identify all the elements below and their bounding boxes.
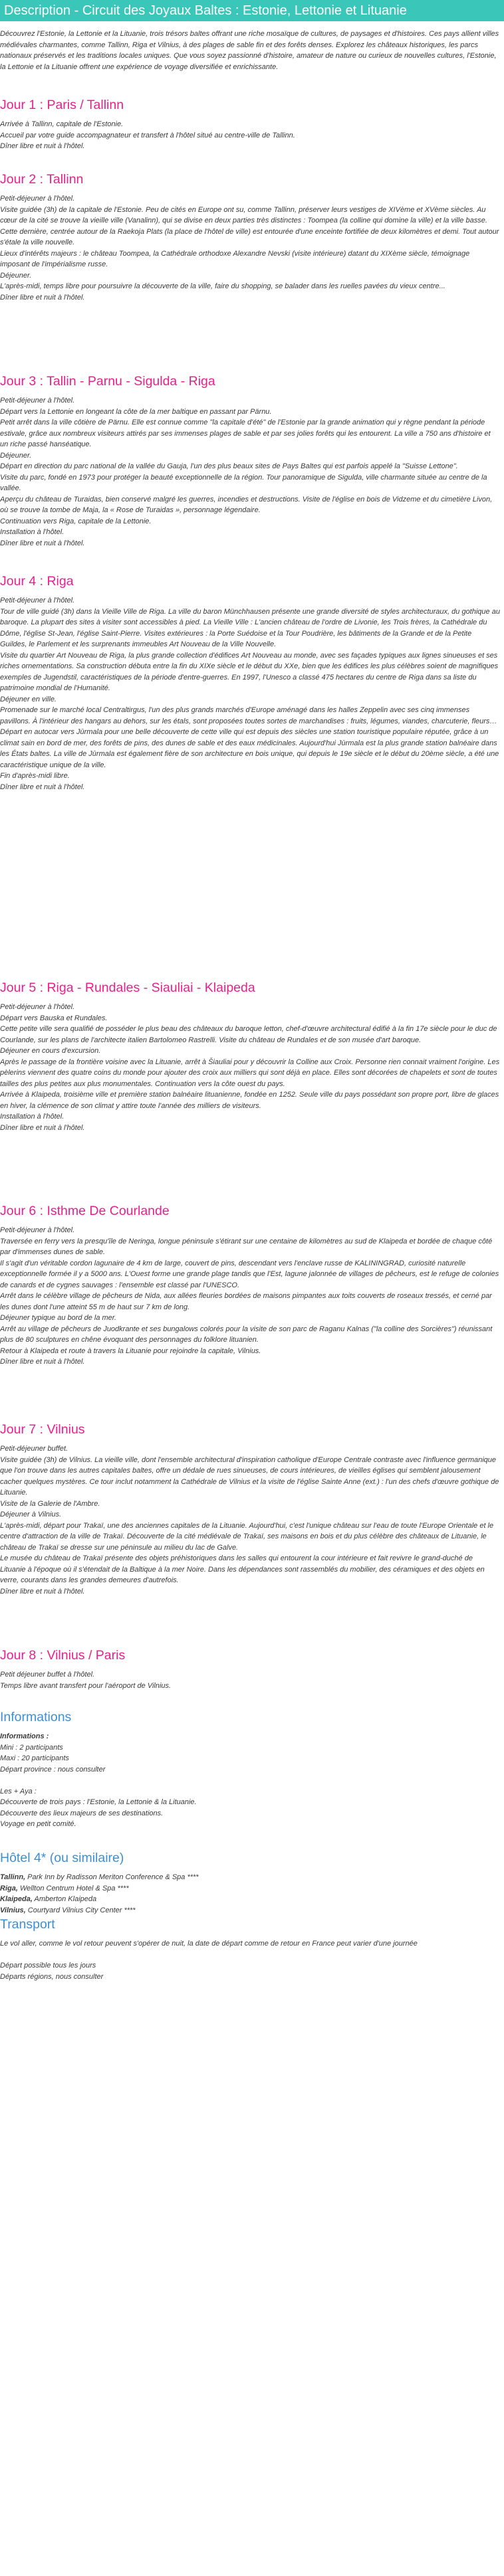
day-line: Petit-déjeuner à l'hôtel. — [0, 1003, 75, 1011]
transport-text: Le vol aller, comme le vol retour peuvent s'opérer de nuit, la date de départ comme de retour en France peut varier d'une journée — [0, 1940, 418, 1948]
informations-heading: Informations — [0, 1710, 72, 1724]
day-3-section — [0, 373, 500, 549]
day-line: Petit arrêt dans la ville côtière de Pärnu. Elle est connue comme "la capitale d'été" de l'Estonie par la grande animation qui y règne pendant la période estivale, grâce aux nombreux visiteurs attirés par ses immenses plages de sable et par ses jolies forêts qui les entourent. La ville a 750 ans d'histoire et un riche passé hanséatique. — [0, 418, 491, 448]
day-line: Départ vers Bauska et Rundales. — [0, 1014, 108, 1022]
day-heading: Jour 1 : Paris / Tallinn — [0, 98, 124, 112]
hotel-line: Riga, Wellton Centrum Hotel & Spa **** — [0, 1884, 129, 1892]
day-7-section — [0, 1422, 500, 1597]
intro-text: Découvrez l'Estonie, la Lettonie et la Lituanie, trois trésors baltes offrant une riche mosaïque de cultures, de paysages et d'histoires. Ces pays allient villes médiévales charmantes, comme Tallinn, Riga et Vilnius, à des plages de sable fin et des forêts denses. Explorez les châteaux historiques, les parcs nationaux préservés et les traditions locales uniques. Que vous soyez passionné d'histoire, amateur de nature ou curieux de nouvelles cultures, l'Estonie, la Lettonie et la Lituanie offrent une expérience de voyage diversifiée et enrichissante. — [0, 30, 499, 71]
day-heading: Jour 8 : Vilnius / Paris — [0, 1648, 126, 1663]
transport-section — [0, 1916, 500, 1982]
day-line: Arrivée à Tallinn, capitale de l'Estonie. — [0, 120, 124, 128]
day-heading: Jour 6 : Isthme De Courlande — [0, 1204, 170, 1218]
day-line: Petit-déjeuner buffet. — [0, 1445, 68, 1453]
day-line: Dîner libre et nuit à l'hôtel. — [0, 1123, 85, 1132]
plus-line: Découverte des lieux majeurs de ses destinations. — [0, 1809, 164, 1817]
day-line: Petit-déjeuner à l'hôtel. — [0, 195, 75, 203]
day-line: Aperçu du château de Turaidas, bien conservé malgré les guerres, incendies et destructions. Visite de l'église en bois de Vidzeme et du cimetière Livon, où se trouve la tombe de Maja, la « Rose de Turaidas », personnage légendaire. — [0, 495, 493, 514]
day-line: Accueil par votre guide accompagnateur et transfert à l'hôtel situé au centre-ville de Tallinn. — [0, 131, 295, 139]
transport-line: Départs régions, nous consulter — [0, 1972, 104, 1981]
day-line: Arrivée à Klaipeda, troisième ville et première station balnéaire lituanienne, fondée en 1252. Seule ville du pays possédant son propre port, libre de glaces en hiver, la clémence de son climat y attire toute l'année des milliers de visiteurs. — [0, 1091, 499, 1110]
day-heading: Jour 3 : Tallin - Parnu - Sigulda - Riga — [0, 374, 215, 389]
day-heading: Jour 2 : Tallinn — [0, 172, 84, 187]
day-line: Retour à Klaipeda et route à travers la Lituanie pour rejoindre la capitale, Vilnius. — [0, 1346, 261, 1355]
day-line: L'après-midi, départ pour Trakaï, une des anciennes capitales de la Lituanie. Aujourd'hui, c'est l'unique château sur l'eau de toute l'Europe Orientale et le centre d'attraction de la ville de Trakaï. Découverte de la cité médiévale de Trakaï, ses maisons en bois et du plus célèbre des châteaux de Lituanie, le château de Trakaï se dresse sur une péninsule au milieu du lac de Galve. — [0, 1521, 494, 1552]
day-line: Départ en direction du parc national de la vallée du Gauja, l'un des plus beaux sites de Pays Baltes qui est parfois appelé la "Suisse Lettone". — [0, 462, 458, 470]
plus-label: Les + Aya : — [0, 1787, 37, 1795]
day-line: Temps libre avant transfert pour l'aéroport de Vilnius. — [0, 1681, 172, 1690]
hotels-section — [0, 1850, 500, 1916]
day-line: Visite du quartier Art Nouveau de Riga, la plus grande collection d'édifices Art Nouveau au monde, avec ses façades typiques aux lignes sinueuses et ses riches ornementations. Sa construction débuta entre la fin du XIXe siècle et le début du XXe, bien que les édifices les plus célèbres soient de magnifiques exemples de Jugendstil, caractéristiques de la période d'entre-guerres. En 1997, l'Unesco a classé 475 hectares du centre de Riga dans sa liste du patrimoine mondial de l'Humanité. — [0, 651, 499, 692]
day-8-section — [0, 1647, 500, 1691]
day-line: Installation à l'hôtel. — [0, 1113, 64, 1121]
intro-section — [0, 29, 500, 72]
title-bar — [0, 0, 504, 21]
day-line: Fin d'après-midi libre. — [0, 772, 70, 780]
day-6-section — [0, 1203, 500, 1368]
day-line: Après le passage de la frontière voisine avec la Lituanie, arrêt à Šiauliai pour y découvrir la Colline aux Croix. Personne rien connait vraiment l'origine. Les pèlerins viennent des quatre coins du monde pour ajouter des croix aux milliers qui sont déjà en place. Elles sont décorées de chapelets et sont de toutes tailles des plus petites aux plus monumentales. Continuation vers la côte ouest du pays. — [0, 1058, 500, 1088]
day-line: Déjeuner. — [0, 271, 32, 280]
day-line: Petit-déjeuner à l'hôtel. — [0, 1226, 75, 1234]
day-line: Déjeuner typique au bord de la mer. — [0, 1314, 117, 1322]
day-line: Déjeuner en ville. — [0, 695, 57, 703]
day-line: Petit-déjeuner à l'hôtel. — [0, 397, 75, 405]
day-line: Déjeuner en cours d'excursion. — [0, 1047, 101, 1055]
participants-line: Maxi : 20 participants — [0, 1754, 69, 1762]
day-line: Départ vers la Lettonie en longeant la côte de la mer baltique en passant par Pärnu. — [0, 407, 272, 416]
day-line: Visite de la Galerie de l'Ambre. — [0, 1499, 100, 1508]
day-4-section — [0, 573, 500, 792]
day-heading: Jour 4 : Riga — [0, 574, 74, 589]
day-line: Départ en autocar vers Jūrmala pour une belle découverte de cette ville qui est depuis des siècles une station touristique populaire réputée, grâce à un climat sain en bord de mer, des forêts de pins, des dunes de sable et des eaux médicinales. Aujourd'hui Jūrmala est la plus grande station balnéaire dans les États baltes. La ville de Jūrmala est également fière de son architecture en bois unique, qui depuis le 19e siècle et le début du 20ème siècle, a été une caractéristique unique de la ville. — [0, 728, 499, 769]
day-line: Dîner libre et nuit à l'hôtel. — [0, 782, 85, 791]
day-line: Il s'agit d'un véritable cordon lagunaire de 4 km de large, couvert de pins, descendant vers l'enclave russe de KALININGRAD, curiosité naturelle exceptionnelle formée il y a 5000 ans. L'Ouest forme une grande plage tandis que l'Est, lagune jalonnée de villages de pêcheurs, est le refuge de colonies de canards et de cygnes sauvages : l'ensemble est classé par l'UNESCO. — [0, 1259, 499, 1289]
day-line: Tour de ville guidé (3h) dans la Vieille Ville de Riga. La ville du baron Münchhausen présente une grande diversité de styles architecturaux, du gothique au baroque. La plupart des sites à visiter sont accessibles à pied. La Vieille Ville : L'ancien château de l'ordre de Livonie, les Trois frères, la Cathédrale du Dôme, l'église St-Jean, l'église Saint-Pierre. Visites extérieures : la Porte Suédoise et la Tour Poudrière, les bâtiments de la Grande et de la Petite Guildes, le Parlement et les surprenants immeubles Art Nouveau de la Ville Nouvelle. — [0, 607, 500, 648]
day-5-section — [0, 980, 500, 1133]
day-line: Traversée en ferry vers la presqu'île de Neringa, longue péninsule s'étirant sur une centaine de kilomètres au sud de Klaipeda et bordée de chaque côté par d'immenses dunes de sable. — [0, 1237, 493, 1256]
informations-label: Informations : — [0, 1732, 49, 1740]
day-1-section — [0, 97, 500, 152]
day-line: L'après-midi, temps libre pour poursuivre la découverte de la ville, faire du shopping, se balader dans les ruelles pavées du vieux centre... — [0, 282, 445, 290]
day-line: Déjeuner à Vilnius. — [0, 1511, 62, 1518]
day-line: Promenade sur le marché local Centraltirgus, l'un des plus grands marchés d'Europe aménagé dans les halles Zeppelin avec ses cinq immenses pavillons. À l'intérieur des hangars au dehors, sur les étals, sont proposées toutes sortes de marchandises : fruits, légumes, viandes, charcuterie, fleurs… — [0, 706, 497, 725]
hotel-line: Klaipeda, Amberton Klaipeda — [0, 1895, 97, 1903]
day-line: Visite du parc, fondé en 1973 pour protéger la beauté exceptionnelle de la région. Tour panoramique de Sigulda, ville charmante située au centre de la vallée. — [0, 473, 487, 492]
day-heading: Jour 5 : Riga - Rundales - Siauliai - Klaipeda — [0, 980, 255, 995]
day-line: Petit-déjeuner à l'hôtel. — [0, 597, 75, 604]
day-line: Continuation vers Riga, capitale de la Lettonie. — [0, 517, 152, 525]
day-line: Lieux d'intérêts majeurs : le château Toompea, la Cathédrale orthodoxe Alexandre Nevski (visite intérieure) datant du XIXème siècle, témoignage imposant de l'impérialisme russe. — [0, 249, 470, 268]
day-line: Dîner libre et nuit à l'hôtel. — [0, 142, 85, 150]
hotels-heading: Hôtel 4* (ou similaire) — [0, 1851, 124, 1865]
day-line: Dîner libre et nuit à l'hôtel. — [0, 293, 85, 302]
informations-section — [0, 1709, 500, 1830]
day-2-section — [0, 171, 500, 303]
transport-line: Départ possible tous les jours — [0, 1962, 96, 1970]
day-line: Arrêt dans le célèbre village de pêcheurs de Nida, aux allées fleuries bordées de maisons pimpantes aux toits couverts de roseaux tressés, et cerné par les dunes dont l'une atteint 55 m de haut sur 7 km de long. — [0, 1292, 492, 1311]
day-line: Dîner libre et nuit à l'hôtel. — [0, 1358, 85, 1366]
hotel-line: Vilnius, Courtyard Vilnius City Center **** — [0, 1906, 136, 1914]
day-line: Arrêt au village de pêcheurs de Juodkrante et ses bungalows colorés pour la visite de son parc de Raganu Kalnas ("la colline des Sorcières") réunissant plus de 80 sculptures en chêne évoquant des personnages du folklore lituanien. — [0, 1325, 493, 1344]
day-line: Déjeuner. — [0, 451, 32, 460]
day-line: Petit déjeuner buffet à l'hôtel. — [0, 1671, 95, 1679]
day-line: Dîner libre et nuit à l'hôtel. — [0, 539, 85, 547]
participants-line: Mini : 2 participants — [0, 1743, 63, 1752]
plus-line: Découverte de trois pays : l'Estonie, la Lettonie & la Lituanie. — [0, 1798, 197, 1806]
transport-heading: Transport — [0, 1917, 55, 1932]
day-line: Le musée du château de Trakaï présente des objets préhistoriques dans les salles qui entourent la cour intérieure et fait revivre le grand-duché de Lituanie à l'époque où il s'étendait de la Baltique à la mer Noire. Dans les dépendances sont rassemblés du mobilier, des céramiques et des objets en verre, courants dans les grandes demeures d'autrefois. — [0, 1554, 485, 1584]
day-heading: Jour 7 : Vilnius — [0, 1422, 85, 1437]
day-line: Visite guidée (3h) de Vilnius. La vieille ville, dont l'ensemble architectural d'inspiration catholique d'Europe Centrale contraste avec l'influence germanique que l'on trouve dans les autres capitales baltes, offre un dédale de rues sinueuses, de cours intérieures, de vieilles églises qui semblent jalousement cacher quelques mystères. Ce tour inclut notamment la Cathédrale de Vilnius et la visite de l'église Sainte Anne (ext.) : l'un des chefs d'œuvre gothique de Lituanie. — [0, 1455, 499, 1497]
day-line: Installation à l'hôtel. — [0, 528, 64, 536]
day-line: Cette petite ville sera qualifié de posséder le plus beau des châteaux du baroque letton, chef-d'œuvre architectural édifié à la fin 17e siècle pour le duc de Courlande, sur les plans de l'architecte italien Bartolomeo Rastrelli. Visite du château de Rundales et de son musée d'art baroque. — [0, 1025, 497, 1044]
page-title: Description - Circuit des Joyaux Baltes : Estonie, Lettonie et Lituanie — [4, 3, 407, 18]
hotel-line: Tallinn, Park Inn by Radisson Meriton Conference & Spa **** — [0, 1873, 199, 1881]
participants-line: Départ province : nous consulter — [0, 1765, 106, 1774]
day-line: Dîner libre et nuit à l'hôtel. — [0, 1587, 85, 1596]
day-line: Visite guidée (3h) de la capitale de l'Estonie. Peu de cités en Europe ont su, comme Tallinn, préserver leurs vestiges de XIVème et XVème siècles. Au cœur de la cité se trouve la vieille ville (Vanalinn), qui se divise en deux parties très distinctes : Toompea (la colline qui domine la ville) et la ville basse. Cette dernière, centrée autour de la Raekoja Plats (la place de l'hôtel de ville) est entourée d'une enceinte fortifiée de deux kilomètres et demi. Tout autour s'étale la ville nouvelle. — [0, 205, 499, 246]
plus-line: Voyage en petit comité. — [0, 1820, 76, 1828]
